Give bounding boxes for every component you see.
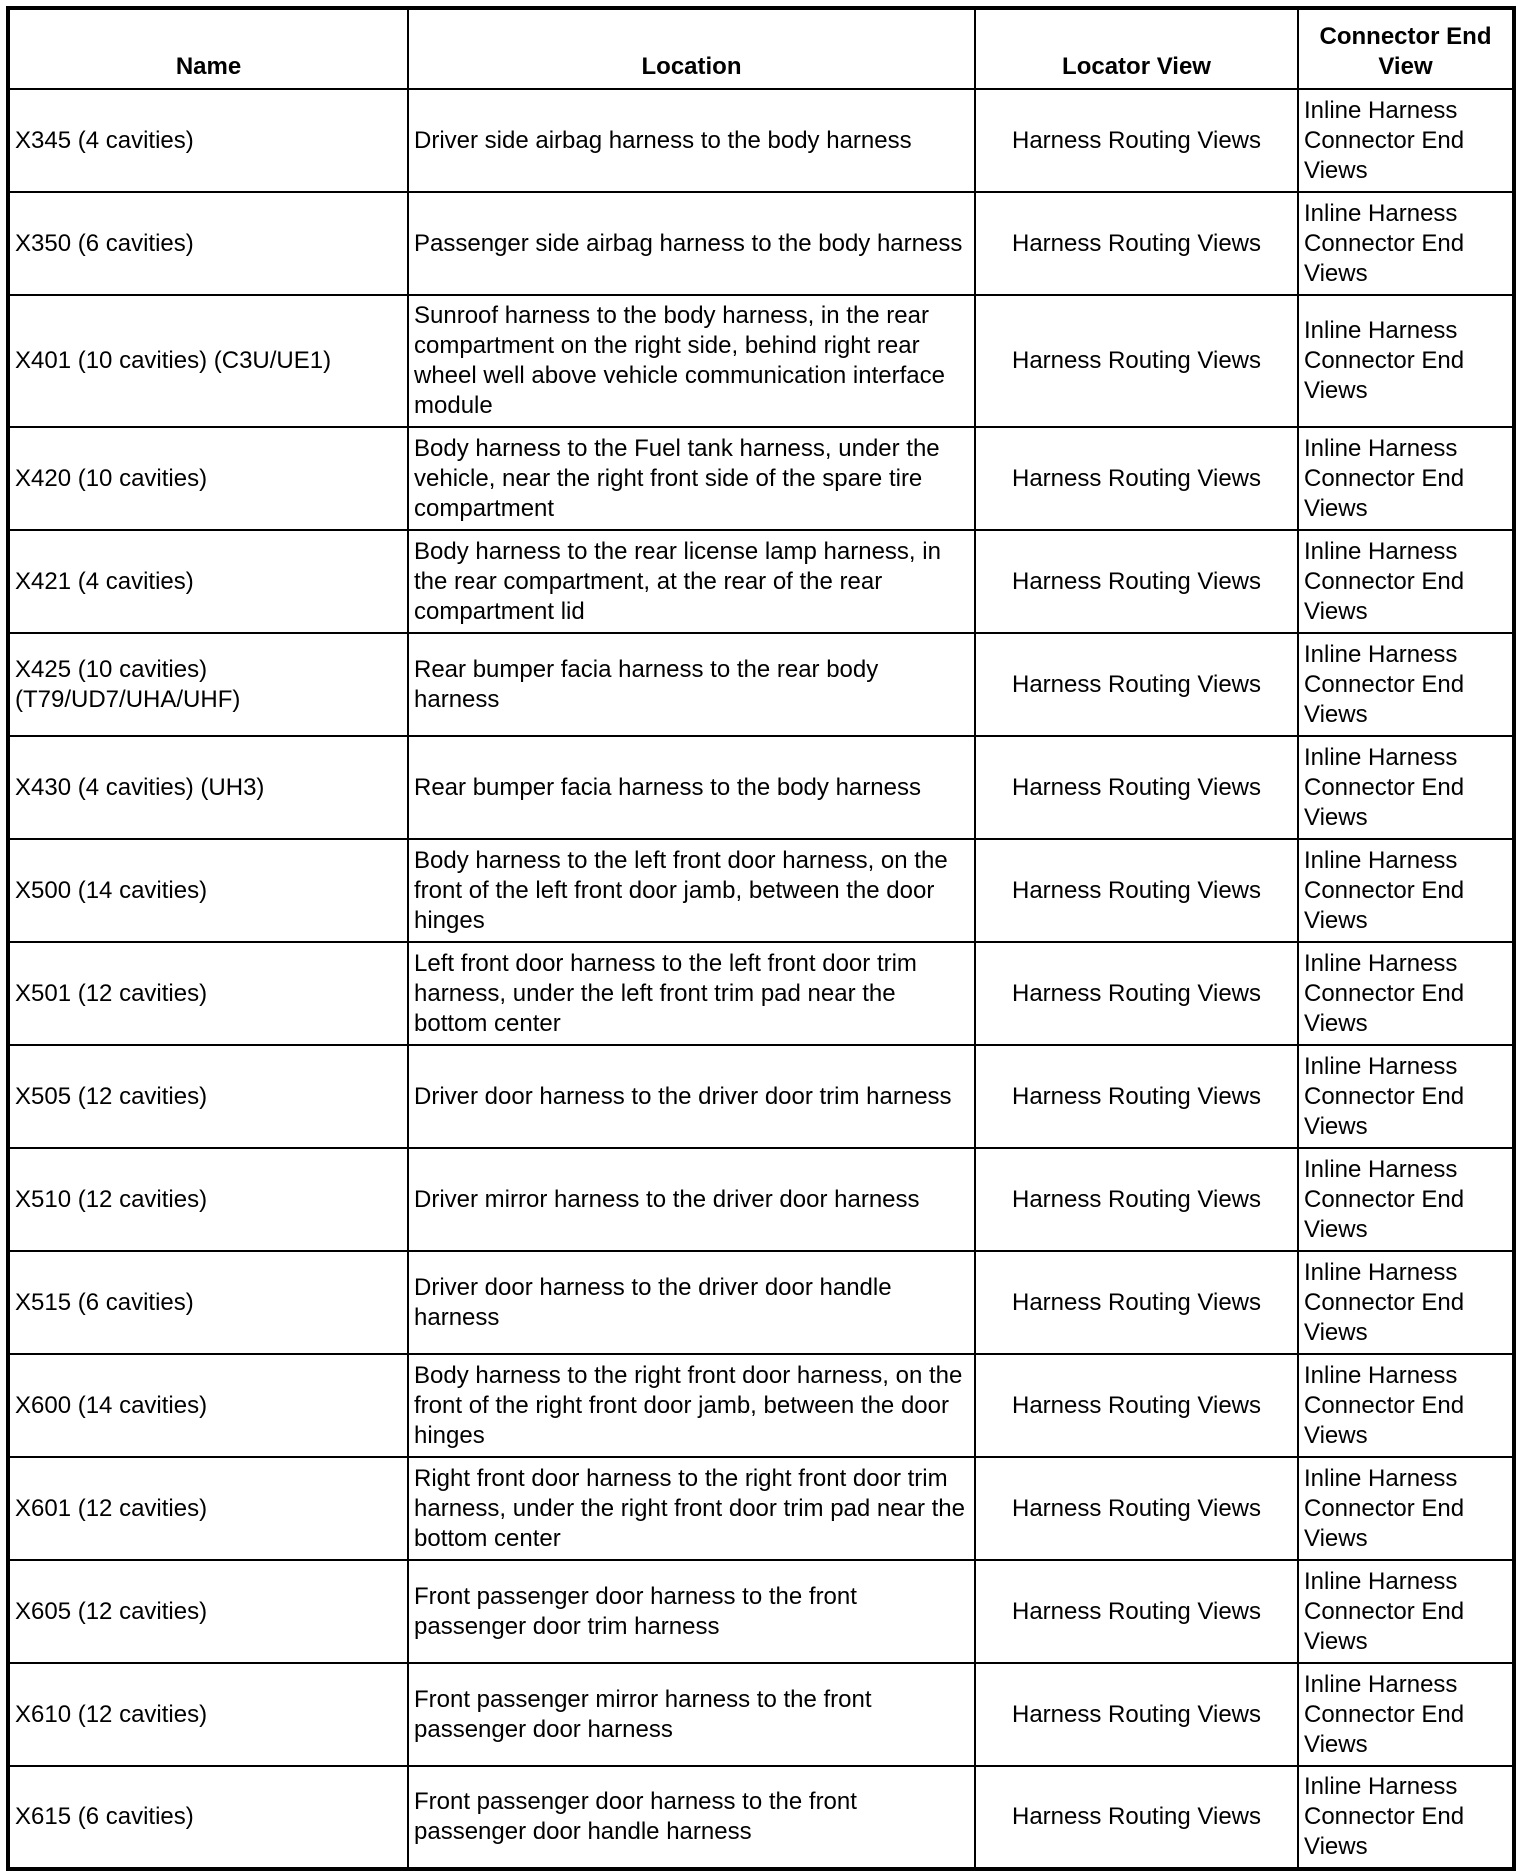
table-row [8, 633, 1514, 736]
header-locator-view: Locator View [975, 8, 1298, 89]
cell-name: X430 (4 cavities) (UH3) [8, 736, 408, 839]
cell-connector-end-view: Inline Harness Connector End Views [1298, 942, 1514, 1045]
cell-locator-view: Harness Routing Views [975, 1148, 1298, 1251]
header-connector-end-view: Connector End View [1298, 8, 1514, 89]
connector-table-container [6, 6, 1512, 1871]
cell-name: X420 (10 cavities) [8, 427, 408, 530]
cell-connector-end-view: Inline Harness Connector End Views [1298, 89, 1514, 192]
table-header [8, 8, 1514, 89]
cell-locator-view: Harness Routing Views [975, 1354, 1298, 1457]
cell-locator-view: Harness Routing Views [975, 427, 1298, 530]
cell-location: Driver door harness to the driver door trim harness [408, 1045, 975, 1148]
cell-locator-view: Harness Routing Views [975, 633, 1298, 736]
table-row [8, 736, 1514, 839]
header-location: Location [408, 8, 975, 89]
table-row [8, 1148, 1514, 1251]
cell-name: X601 (12 cavities) [8, 1457, 408, 1560]
cell-location: Driver mirror harness to the driver door harness [408, 1148, 975, 1251]
cell-connector-end-view: Inline Harness Connector End Views [1298, 1663, 1514, 1766]
cell-locator-view: Harness Routing Views [975, 839, 1298, 942]
cell-connector-end-view: Inline Harness Connector End Views [1298, 427, 1514, 530]
cell-locator-view: Harness Routing Views [975, 942, 1298, 1045]
cell-locator-view: Harness Routing Views [975, 89, 1298, 192]
cell-name: X425 (10 cavities) (T79/UD7/UHA/UHF) [8, 633, 408, 736]
cell-name: X421 (4 cavities) [8, 530, 408, 633]
cell-locator-view: Harness Routing Views [975, 530, 1298, 633]
cell-locator-view: Harness Routing Views [975, 736, 1298, 839]
table-row [8, 1457, 1514, 1560]
cell-location: Sunroof harness to the body harness, in the rear compartment on the right side, behind right rear wheel well above vehicle communication interface module [408, 295, 975, 427]
table-row [8, 192, 1514, 295]
cell-name: X515 (6 cavities) [8, 1251, 408, 1354]
table-body [8, 89, 1514, 1869]
table-row [8, 1663, 1514, 1766]
table-row [8, 530, 1514, 633]
cell-connector-end-view: Inline Harness Connector End Views [1298, 295, 1514, 427]
cell-locator-view: Harness Routing Views [975, 1766, 1298, 1869]
cell-location: Front passenger door harness to the front passenger door handle harness [408, 1766, 975, 1869]
table-row [8, 427, 1514, 530]
table-row [8, 1354, 1514, 1457]
table-row [8, 839, 1514, 942]
cell-location: Driver door harness to the driver door handle harness [408, 1251, 975, 1354]
cell-name: X605 (12 cavities) [8, 1560, 408, 1663]
cell-name: X345 (4 cavities) [8, 89, 408, 192]
cell-location: Rear bumper facia harness to the rear body harness [408, 633, 975, 736]
cell-name: X501 (12 cavities) [8, 942, 408, 1045]
table-row [8, 1251, 1514, 1354]
cell-locator-view: Harness Routing Views [975, 1560, 1298, 1663]
cell-name: X350 (6 cavities) [8, 192, 408, 295]
header-name: Name [8, 8, 408, 89]
cell-connector-end-view: Inline Harness Connector End Views [1298, 1251, 1514, 1354]
cell-name: X505 (12 cavities) [8, 1045, 408, 1148]
cell-connector-end-view: Inline Harness Connector End Views [1298, 1560, 1514, 1663]
cell-name: X615 (6 cavities) [8, 1766, 408, 1869]
cell-connector-end-view: Inline Harness Connector End Views [1298, 530, 1514, 633]
cell-location: Front passenger door harness to the front passenger door trim harness [408, 1560, 975, 1663]
cell-name: X600 (14 cavities) [8, 1354, 408, 1457]
cell-locator-view: Harness Routing Views [975, 1663, 1298, 1766]
table-row [8, 942, 1514, 1045]
cell-connector-end-view: Inline Harness Connector End Views [1298, 1766, 1514, 1869]
cell-connector-end-view: Inline Harness Connector End Views [1298, 633, 1514, 736]
cell-connector-end-view: Inline Harness Connector End Views [1298, 192, 1514, 295]
cell-location: Left front door harness to the left front door trim harness, under the left front trim pad near the bottom center [408, 942, 975, 1045]
cell-name: X510 (12 cavities) [8, 1148, 408, 1251]
cell-name: X401 (10 cavities) (C3U/UE1) [8, 295, 408, 427]
table-row [8, 1045, 1514, 1148]
cell-locator-view: Harness Routing Views [975, 192, 1298, 295]
cell-location: Right front door harness to the right front door trim harness, under the right front door trim pad near the bottom center [408, 1457, 975, 1560]
cell-location: Driver side airbag harness to the body harness [408, 89, 975, 192]
cell-locator-view: Harness Routing Views [975, 1457, 1298, 1560]
cell-location: Rear bumper facia harness to the body harness [408, 736, 975, 839]
cell-connector-end-view: Inline Harness Connector End Views [1298, 1354, 1514, 1457]
cell-name: X500 (14 cavities) [8, 839, 408, 942]
cell-locator-view: Harness Routing Views [975, 1045, 1298, 1148]
cell-connector-end-view: Inline Harness Connector End Views [1298, 736, 1514, 839]
table-row [8, 89, 1514, 192]
table-row [8, 1766, 1514, 1869]
table-row [8, 295, 1514, 427]
cell-connector-end-view: Inline Harness Connector End Views [1298, 839, 1514, 942]
cell-location: Body harness to the rear license lamp harness, in the rear compartment, at the rear of the rear compartment lid [408, 530, 975, 633]
cell-location: Body harness to the right front door harness, on the front of the right front door jamb, between the door hinges [408, 1354, 975, 1457]
cell-name: X610 (12 cavities) [8, 1663, 408, 1766]
cell-connector-end-view: Inline Harness Connector End Views [1298, 1148, 1514, 1251]
cell-locator-view: Harness Routing Views [975, 1251, 1298, 1354]
cell-connector-end-view: Inline Harness Connector End Views [1298, 1457, 1514, 1560]
inline-connector-table [6, 6, 1516, 1871]
cell-connector-end-view: Inline Harness Connector End Views [1298, 1045, 1514, 1148]
cell-location: Passenger side airbag harness to the body harness [408, 192, 975, 295]
cell-location: Body harness to the Fuel tank harness, under the vehicle, near the right front side of the spare tire compartment [408, 427, 975, 530]
cell-location: Body harness to the left front door harness, on the front of the left front door jamb, between the door hinges [408, 839, 975, 942]
table-row [8, 1560, 1514, 1663]
cell-locator-view: Harness Routing Views [975, 295, 1298, 427]
cell-location: Front passenger mirror harness to the front passenger door harness [408, 1663, 975, 1766]
header-row [8, 8, 1514, 89]
